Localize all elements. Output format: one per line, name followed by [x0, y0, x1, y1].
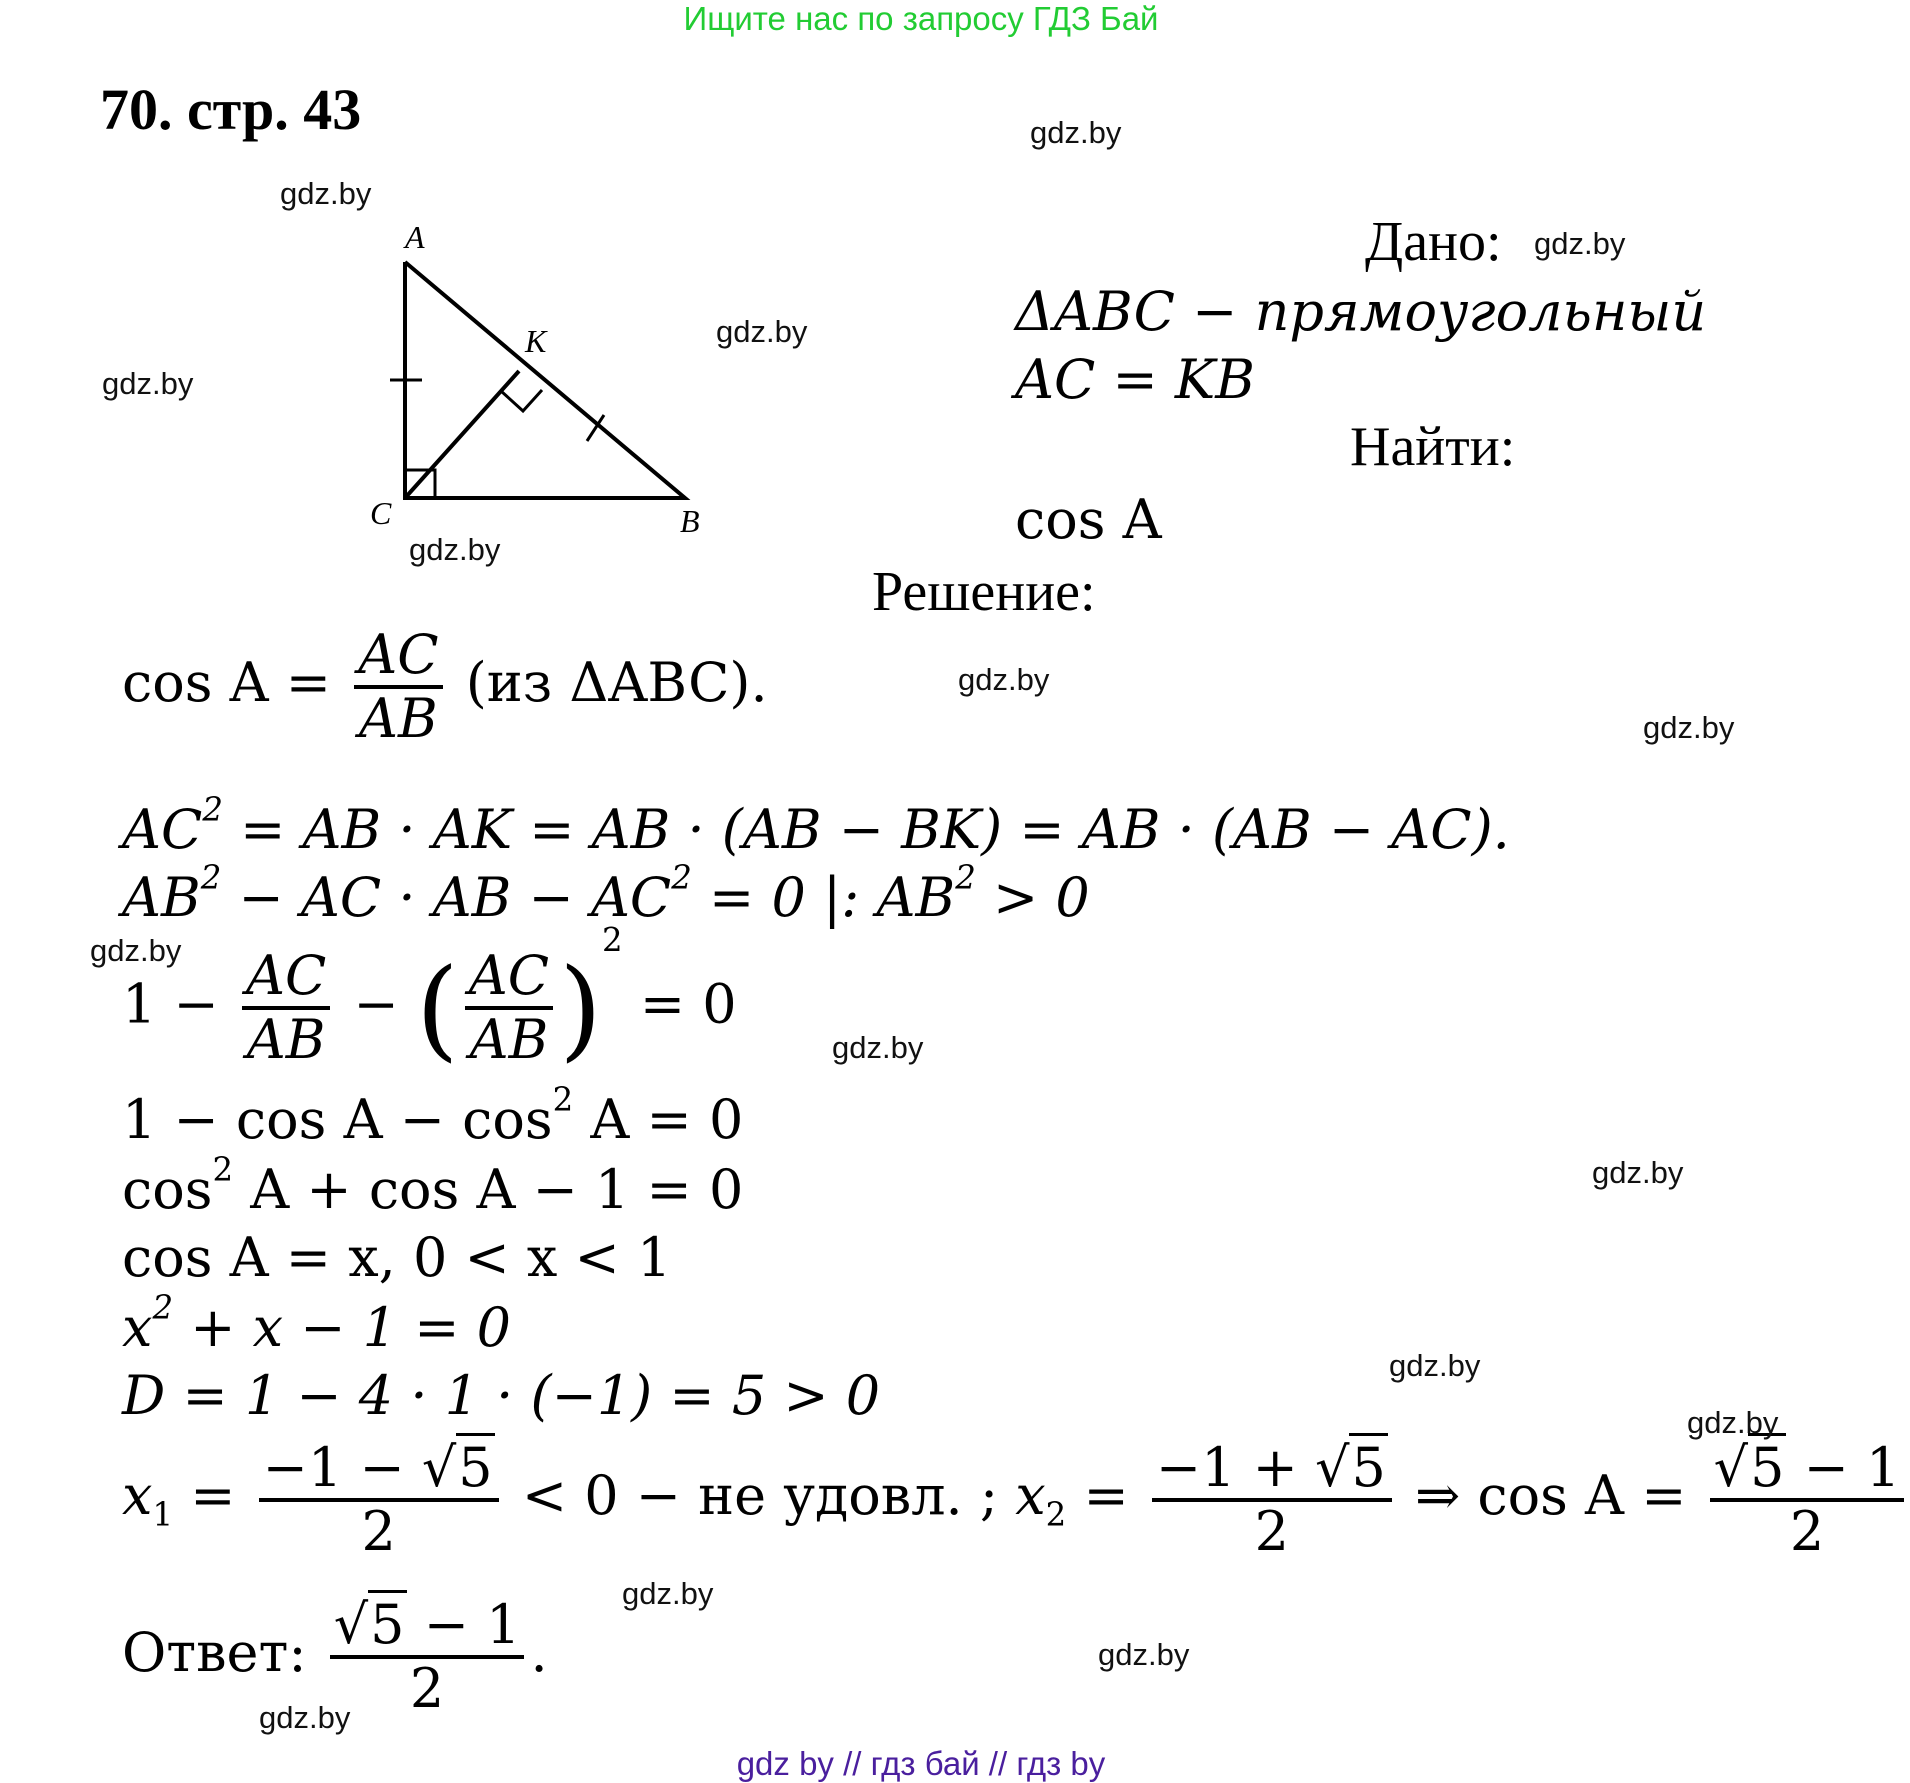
given-heading: Дано: [1365, 211, 1502, 273]
vertex-label-a: A [405, 219, 425, 255]
watermark: gdz.by [1389, 1348, 1481, 1383]
step-2: $AC^2$ = AB · AK = AB · (AB − BK) = AB · (AB − AC). [122, 790, 1510, 861]
step-8: $x^2 + x - 1 = 0$ [122, 1288, 511, 1359]
step-7: cos A = x, 0 < x < 1 [122, 1226, 672, 1289]
footer-links: gdz by // гдз бай // гдз by [736, 1745, 1106, 1782]
watermark: gdz.by [90, 933, 182, 968]
watermark: gdz.by [1030, 115, 1122, 150]
step-1: cos A = $\frac{AC}{AB}$ (из ΔABC). [122, 623, 768, 750]
step-6: $\cos^2 A + \cos A - 1 = 0$ [122, 1150, 744, 1221]
watermark: gdz.by [958, 662, 1050, 697]
top-banner: Ищите нас по запросу ГДЗ Бай [683, 0, 1159, 37]
watermark: gdz.by [832, 1030, 924, 1065]
given-line-2: AC = KB [1015, 348, 1255, 411]
solution-heading: Решение: [872, 561, 1096, 623]
find-heading: Найти: [1350, 416, 1516, 478]
watermark: gdz.by [102, 366, 194, 401]
step-4: 1 − $\frac{AC}{AB}$ − ( $\frac{AC}{AB}$ )$^2$ = 0 [122, 921, 737, 1073]
watermark: gdz.by [1687, 1405, 1779, 1440]
vertex-label-c: C [370, 495, 392, 531]
watermark: gdz.by [1643, 710, 1735, 745]
watermark: gdz.by [1534, 226, 1626, 261]
vertex-label-b: B [680, 503, 700, 539]
watermark: gdz.by [259, 1700, 351, 1735]
step-3: $AB^2$ − AC · AB − $AC^2 = 0$ |: $AB^2 > 0$ [122, 858, 1090, 929]
watermark: gdz.by [1098, 1637, 1190, 1672]
watermark: gdz.by [1592, 1155, 1684, 1190]
watermark: gdz.by [716, 314, 808, 349]
watermark: gdz.by [409, 532, 501, 567]
step-9: D = 1 − 4 · 1 · (−1) = 5 > 0 [122, 1364, 881, 1427]
watermark: gdz.by [280, 176, 372, 211]
find-value: cos A [1015, 488, 1162, 551]
vertex-label-k: K [525, 323, 547, 359]
fraction-ac-ab: $\frac{AC}{AB}$ [354, 625, 442, 749]
watermark: gdz.by [622, 1576, 714, 1611]
page-title: 70. стр. 43 [100, 77, 362, 142]
step-10-roots: $x_1$ = $\frac{-1 - √5}{2}$ < 0 − не удовл. ; $x_2$ = $\frac{-1 + √5}{2}$ ⇒ cos A = $\frac{√5 - 1}{2}$ [122, 1438, 1910, 1562]
given-line-1: ΔABC − прямоугольный [1015, 280, 1707, 343]
step-5: $1 - \cos A - \cos^2 A = 0$ [122, 1080, 744, 1151]
answer: Ответ: $\frac{√5 - 1}{2}$ . [122, 1595, 548, 1719]
